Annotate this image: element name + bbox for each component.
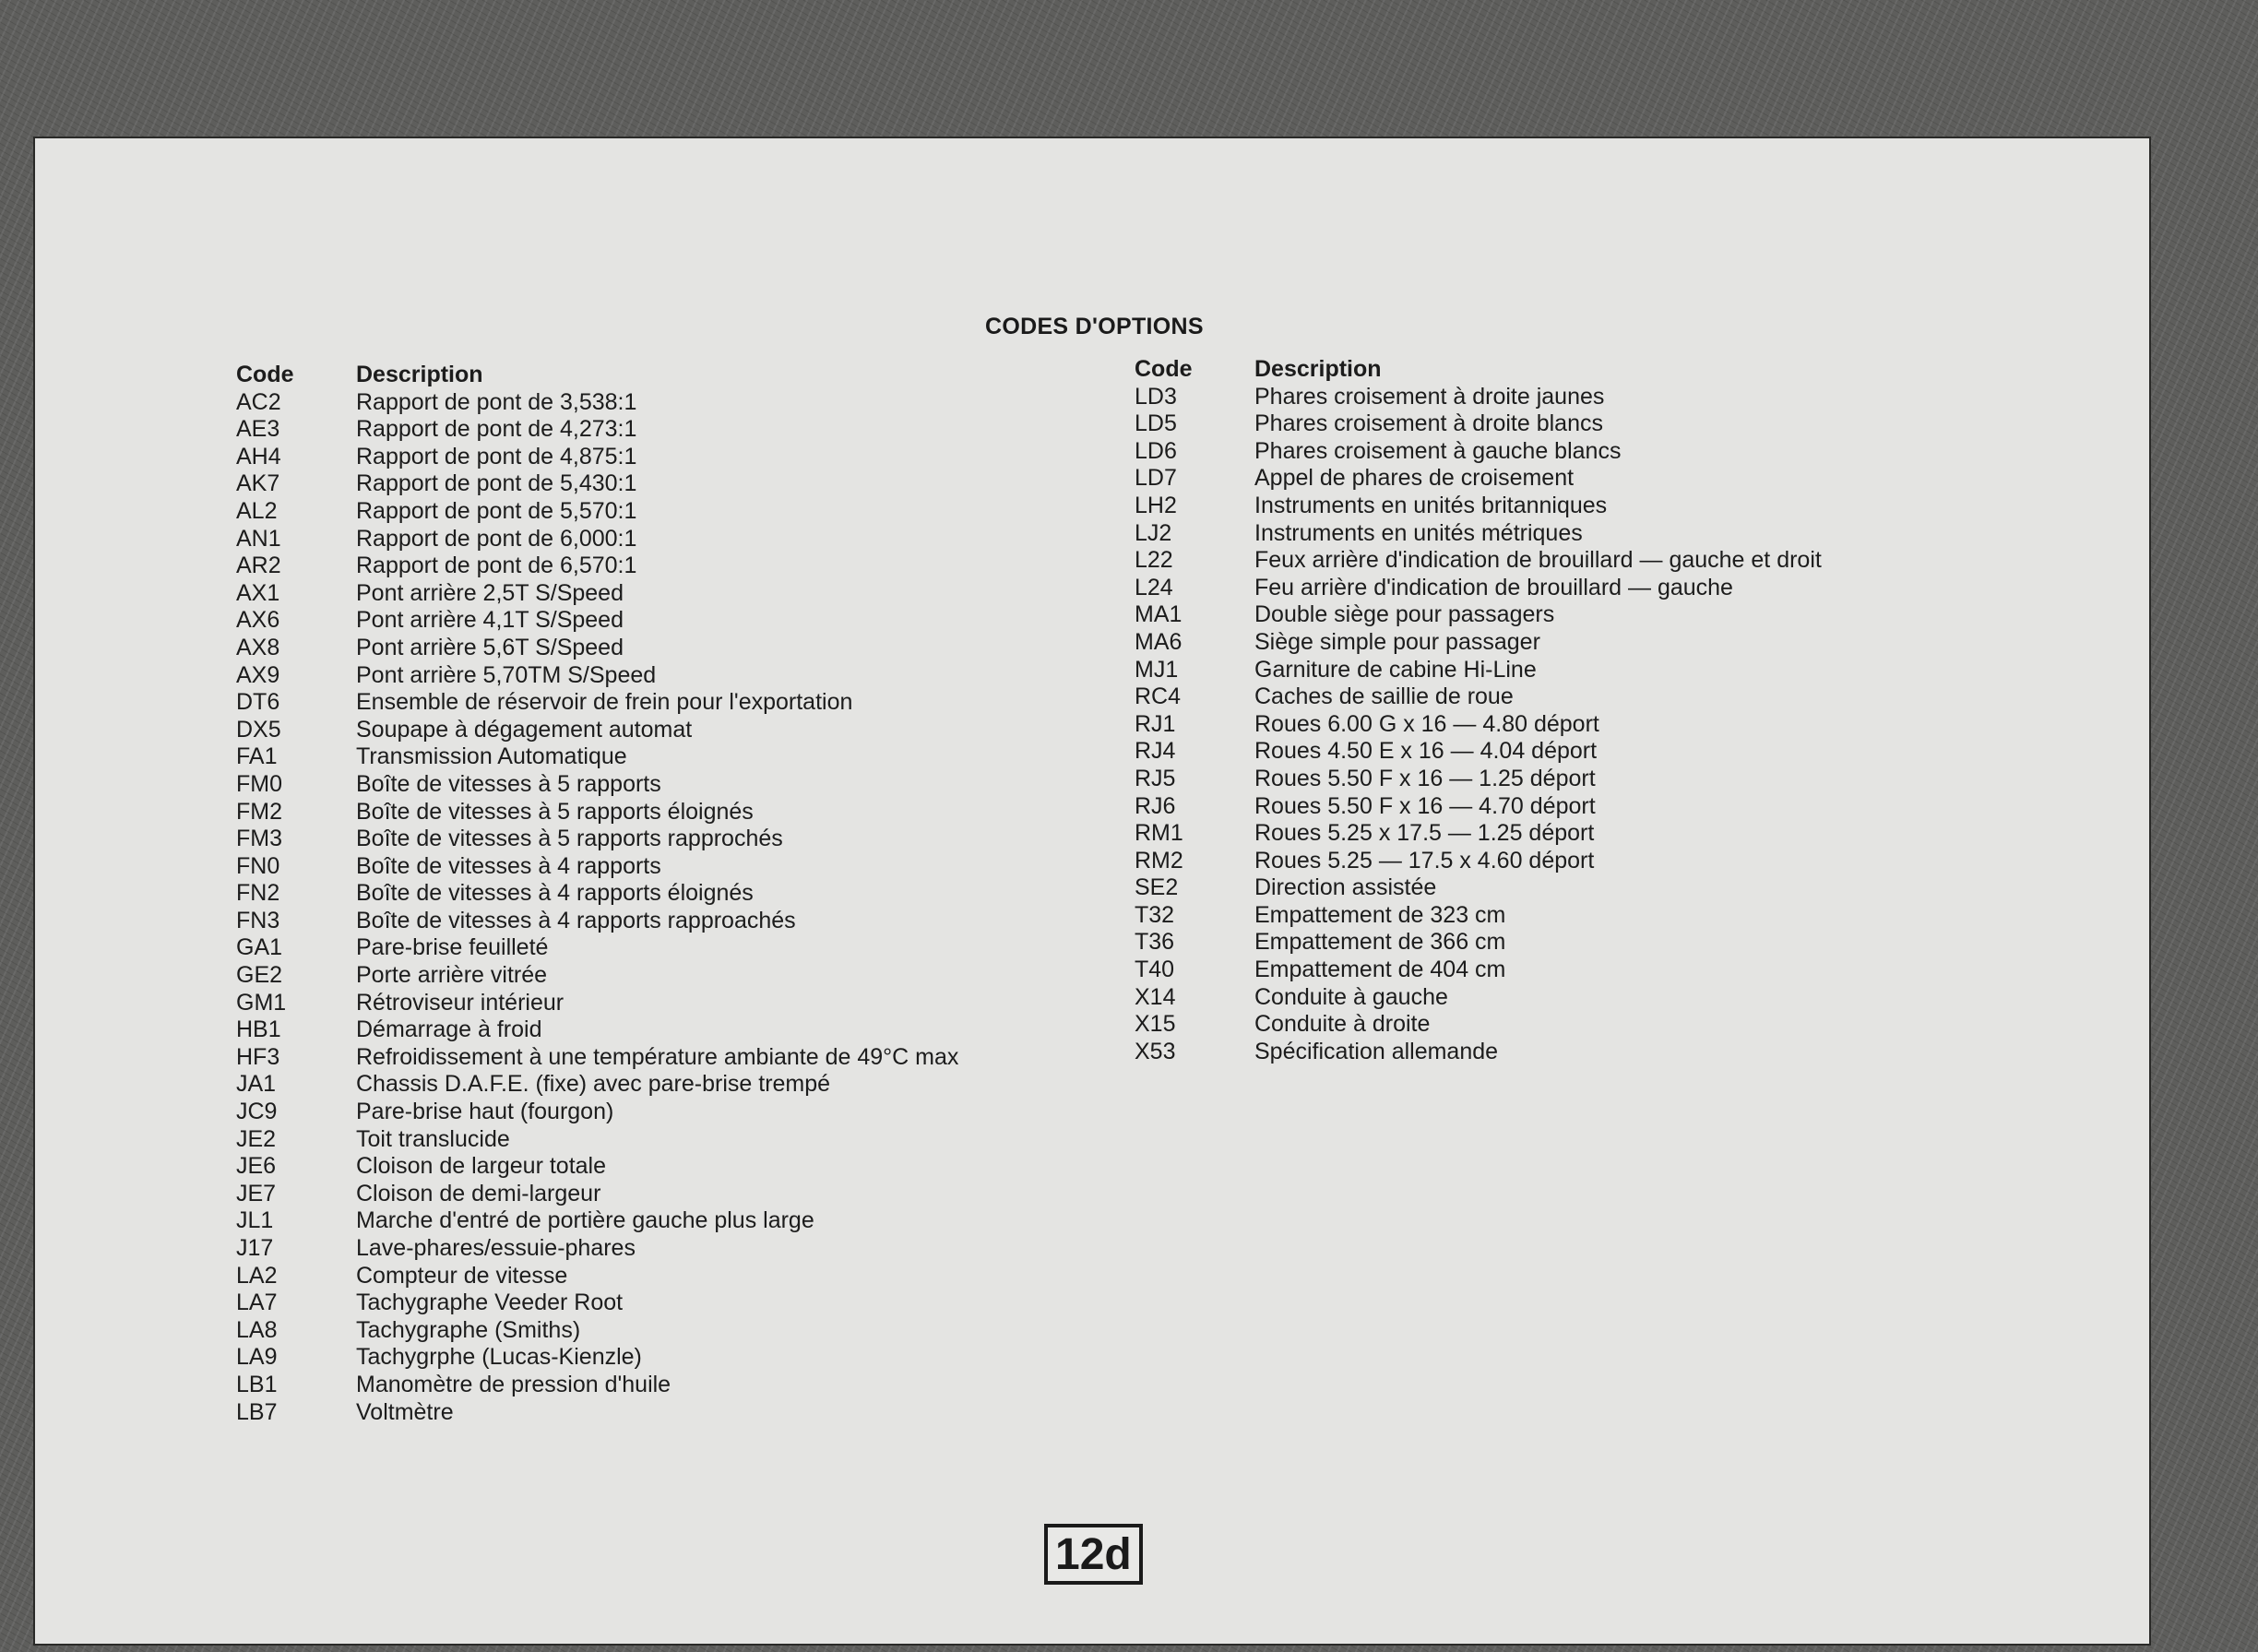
option-row <box>236 689 958 717</box>
option-code: AN1 <box>236 525 281 552</box>
option-description: Conduite à gauche <box>1254 983 1448 1010</box>
option-code: RJ4 <box>1135 738 1176 765</box>
option-description: Pont arrière 5,70TM S/Speed <box>356 661 657 688</box>
table-header <box>236 362 958 389</box>
option-row <box>236 853 958 881</box>
option-code: LB7 <box>236 1398 278 1425</box>
right-options-table <box>1135 356 1822 1065</box>
option-code: AR2 <box>236 553 281 579</box>
option-row <box>236 1126 958 1154</box>
option-row <box>236 826 958 853</box>
option-code: RJ5 <box>1135 765 1176 791</box>
option-description: Boîte de vitesses à 4 rapports rapproachés <box>356 907 796 933</box>
option-description: Boîte de vitesses à 4 rapports éloignés <box>356 880 754 907</box>
option-code: JA1 <box>236 1071 277 1098</box>
option-description: Rapport de pont de 5,570:1 <box>356 497 637 524</box>
option-description: Pare-brise feuilleté <box>356 934 549 961</box>
option-description: Phares croisement à droite jaunes <box>1254 383 1605 410</box>
option-description: Boîte de vitesses à 4 rapports <box>356 852 661 879</box>
option-code: AC2 <box>236 388 281 415</box>
page-title: CODES D'OPTIONS <box>985 314 1204 339</box>
option-code: AL2 <box>236 497 278 524</box>
option-row <box>236 1099 958 1126</box>
option-code: RM2 <box>1135 847 1183 874</box>
option-row <box>236 799 958 826</box>
option-row <box>1135 793 1822 821</box>
option-description: Rapport de pont de 4,875:1 <box>356 443 637 469</box>
option-row <box>1135 711 1822 739</box>
option-code: FM3 <box>236 826 282 852</box>
option-code: X14 <box>1135 983 1176 1010</box>
option-row <box>236 880 958 908</box>
description-column-header: Description <box>1254 356 1382 382</box>
option-row <box>1135 738 1822 766</box>
option-description: Refroidissement à une température ambiante de 49°C max <box>356 1043 959 1070</box>
page-number-box: 12d <box>1044 1524 1143 1585</box>
option-code: MA1 <box>1135 601 1182 628</box>
option-description: Feu arrière d'indication de brouillard — gauche <box>1254 574 1733 600</box>
option-row <box>1135 465 1822 493</box>
option-row <box>236 1044 958 1072</box>
option-code: LJ2 <box>1135 519 1172 546</box>
option-row <box>1135 683 1822 711</box>
option-description: Rétroviseur intérieur <box>356 989 564 1016</box>
option-description: Lave-phares/essuie-phares <box>356 1235 636 1261</box>
option-code: AE3 <box>236 416 280 443</box>
option-row <box>236 498 958 526</box>
option-description: Cloison de largeur totale <box>356 1153 606 1180</box>
option-description: Empattement de 366 cm <box>1254 929 1506 956</box>
option-code: JE6 <box>236 1153 277 1180</box>
code-column-header: Code <box>1135 356 1193 382</box>
option-row <box>236 553 958 580</box>
option-code: SE2 <box>1135 874 1179 901</box>
option-row <box>236 908 958 935</box>
option-code: GE2 <box>236 962 283 989</box>
table-header <box>1135 356 1822 384</box>
option-row <box>236 1290 958 1317</box>
option-row <box>236 635 958 662</box>
option-code: AX6 <box>236 607 280 634</box>
option-description: Instruments en unités métriques <box>1254 519 1583 546</box>
option-code: LB1 <box>236 1371 278 1397</box>
option-description: Rapport de pont de 4,273:1 <box>356 416 637 443</box>
option-row <box>1135 874 1822 902</box>
option-row <box>1135 1039 1822 1066</box>
option-code: MJ1 <box>1135 656 1179 683</box>
option-code: FN2 <box>236 880 280 907</box>
option-description: Roues 5.50 F x 16 — 1.25 déport <box>1254 765 1596 791</box>
option-row <box>236 717 958 744</box>
option-row <box>1135 766 1822 793</box>
option-code: LD7 <box>1135 465 1177 492</box>
option-row <box>1135 410 1822 438</box>
option-row <box>236 934 958 962</box>
option-description: Porte arrière vitrée <box>356 962 548 989</box>
option-row <box>1135 820 1822 848</box>
option-row <box>1135 657 1822 684</box>
option-row <box>1135 438 1822 466</box>
option-description: Garniture de cabine Hi-Line <box>1254 656 1537 683</box>
option-description: Marche d'entré de portière gauche plus large <box>356 1207 814 1234</box>
option-description: Instruments en unités britanniques <box>1254 492 1608 518</box>
option-code: X15 <box>1135 1011 1176 1038</box>
option-row <box>236 1317 958 1345</box>
option-code: LA9 <box>236 1344 278 1371</box>
option-row <box>236 1207 958 1235</box>
option-row <box>236 1071 958 1099</box>
option-code: T40 <box>1135 957 1175 983</box>
option-code: LD5 <box>1135 410 1177 437</box>
option-row <box>236 1372 958 1399</box>
option-code: HF3 <box>236 1043 280 1070</box>
option-description: Toit translucide <box>356 1125 510 1152</box>
option-description: Pont arrière 5,6T S/Speed <box>356 634 624 660</box>
option-description: Pare-brise haut (fourgon) <box>356 1099 614 1125</box>
option-code: T36 <box>1135 929 1175 956</box>
option-description: Siège simple pour passager <box>1254 628 1540 655</box>
option-row <box>1135 601 1822 629</box>
option-row <box>236 1153 958 1181</box>
option-code: AK7 <box>236 470 280 497</box>
option-code: FA1 <box>236 743 278 770</box>
option-description: Spécification allemande <box>1254 1038 1499 1064</box>
option-row <box>1135 1011 1822 1039</box>
option-description: Cloison de demi-largeur <box>356 1180 601 1206</box>
option-code: FN0 <box>236 852 280 879</box>
option-code: LA7 <box>236 1290 278 1316</box>
option-code: AX9 <box>236 661 280 688</box>
option-code: LA8 <box>236 1316 278 1343</box>
option-row <box>236 416 958 444</box>
option-code: LD6 <box>1135 437 1177 464</box>
option-code: DT6 <box>236 689 280 716</box>
option-row <box>1135 520 1822 548</box>
option-row <box>236 962 958 990</box>
option-row <box>236 389 958 417</box>
option-code: L22 <box>1135 547 1173 574</box>
option-code: LH2 <box>1135 492 1177 518</box>
option-description: Tachygrphe (Lucas-Kienzle) <box>356 1344 642 1371</box>
option-description: Soupape à dégagement automat <box>356 716 693 743</box>
option-row <box>236 1399 958 1427</box>
option-description: Compteur de vitesse <box>356 1262 568 1289</box>
option-row <box>1135 984 1822 1012</box>
option-description: Phares croisement à gauche blancs <box>1254 437 1622 464</box>
option-row <box>236 771 958 799</box>
option-description: Rapport de pont de 6,570:1 <box>356 553 637 579</box>
option-code: J17 <box>236 1235 274 1261</box>
option-row <box>236 470 958 498</box>
option-code: T32 <box>1135 901 1175 928</box>
option-description: Transmission Automatique <box>356 743 627 770</box>
option-description: Rapport de pont de 6,000:1 <box>356 525 637 552</box>
option-code: FN3 <box>236 907 280 933</box>
option-description: Manomètre de pression d'huile <box>356 1371 671 1397</box>
option-code: AX1 <box>236 579 280 606</box>
left-options-table <box>236 362 958 1426</box>
option-description: Caches de saillie de roue <box>1254 683 1514 710</box>
option-row <box>1135 848 1822 875</box>
option-description: Roues 5.25 x 17.5 — 1.25 déport <box>1254 820 1595 847</box>
option-description: Pont arrière 2,5T S/Speed <box>356 579 624 606</box>
option-description: Tachygraphe Veeder Root <box>356 1290 624 1316</box>
option-row <box>1135 957 1822 984</box>
option-row <box>236 1263 958 1290</box>
option-row <box>236 526 958 553</box>
option-code: RJ6 <box>1135 792 1176 819</box>
option-row <box>236 444 958 471</box>
option-row <box>236 580 958 608</box>
option-row <box>236 990 958 1017</box>
option-description: Direction assistée <box>1254 874 1437 901</box>
option-description: Pont arrière 4,1T S/Speed <box>356 607 624 634</box>
option-description: Boîte de vitesses à 5 rapports éloignés <box>356 798 754 825</box>
option-row <box>236 1181 958 1208</box>
option-code: JL1 <box>236 1207 274 1234</box>
option-row <box>1135 575 1822 602</box>
option-description: Roues 6.00 G x 16 — 4.80 déport <box>1254 710 1599 737</box>
option-code: RC4 <box>1135 683 1182 710</box>
option-row <box>236 662 958 690</box>
option-description: Double siège pour passagers <box>1254 601 1555 628</box>
option-row <box>1135 902 1822 930</box>
option-description: Boîte de vitesses à 5 rapports <box>356 770 661 797</box>
option-code: L24 <box>1135 574 1173 600</box>
option-code: JE2 <box>236 1125 277 1152</box>
option-description: Empattement de 323 cm <box>1254 901 1506 928</box>
option-description: Feux arrière d'indication de brouillard — gauche et droit <box>1254 547 1822 574</box>
option-row <box>1135 493 1822 520</box>
option-code: MA6 <box>1135 628 1182 655</box>
option-code: AX8 <box>236 634 280 660</box>
option-description: Chassis D.A.F.E. (fixe) avec pare-brise trempé <box>356 1071 831 1098</box>
option-code: JE7 <box>236 1180 277 1206</box>
option-row <box>236 743 958 771</box>
option-description: Ensemble de réservoir de frein pour l'exportation <box>356 689 853 716</box>
option-description: Roues 5.25 — 17.5 x 4.60 déport <box>1254 847 1595 874</box>
code-column-header: Code <box>236 362 294 387</box>
option-code: GM1 <box>236 989 287 1016</box>
option-code: X53 <box>1135 1038 1176 1064</box>
option-row <box>236 1235 958 1263</box>
option-row <box>236 607 958 635</box>
description-column-header: Description <box>356 362 483 387</box>
option-description: Roues 4.50 E x 16 — 4.04 déport <box>1254 738 1598 765</box>
option-row <box>1135 929 1822 957</box>
option-code: FM0 <box>236 770 282 797</box>
option-description: Appel de phares de croisement <box>1254 465 1575 492</box>
option-description: Voltmètre <box>356 1398 454 1425</box>
option-row <box>1135 629 1822 657</box>
option-description: Rapport de pont de 5,430:1 <box>356 470 637 497</box>
option-description: Boîte de vitesses à 5 rapports rapprochés <box>356 826 783 852</box>
option-code: RJ1 <box>1135 710 1176 737</box>
option-code: JC9 <box>236 1099 278 1125</box>
option-description: Phares croisement à droite blancs <box>1254 410 1603 437</box>
option-description: Roues 5.50 F x 16 — 4.70 déport <box>1254 792 1596 819</box>
option-description: Démarrage à froid <box>356 1016 542 1043</box>
option-code: FM2 <box>236 798 282 825</box>
option-code: LD3 <box>1135 383 1177 410</box>
option-description: Tachygraphe (Smiths) <box>356 1316 581 1343</box>
option-code: AH4 <box>236 443 281 469</box>
option-code: LA2 <box>236 1262 278 1289</box>
option-code: RM1 <box>1135 820 1183 847</box>
option-description: Empattement de 404 cm <box>1254 957 1506 983</box>
option-code: DX5 <box>236 716 281 743</box>
option-description: Rapport de pont de 3,538:1 <box>356 388 637 415</box>
option-row <box>236 1016 958 1044</box>
option-row <box>236 1344 958 1372</box>
option-code: HB1 <box>236 1016 281 1043</box>
option-code: GA1 <box>236 934 283 961</box>
option-row <box>1135 547 1822 575</box>
option-description: Conduite à droite <box>1254 1011 1431 1038</box>
option-row <box>1135 384 1822 411</box>
